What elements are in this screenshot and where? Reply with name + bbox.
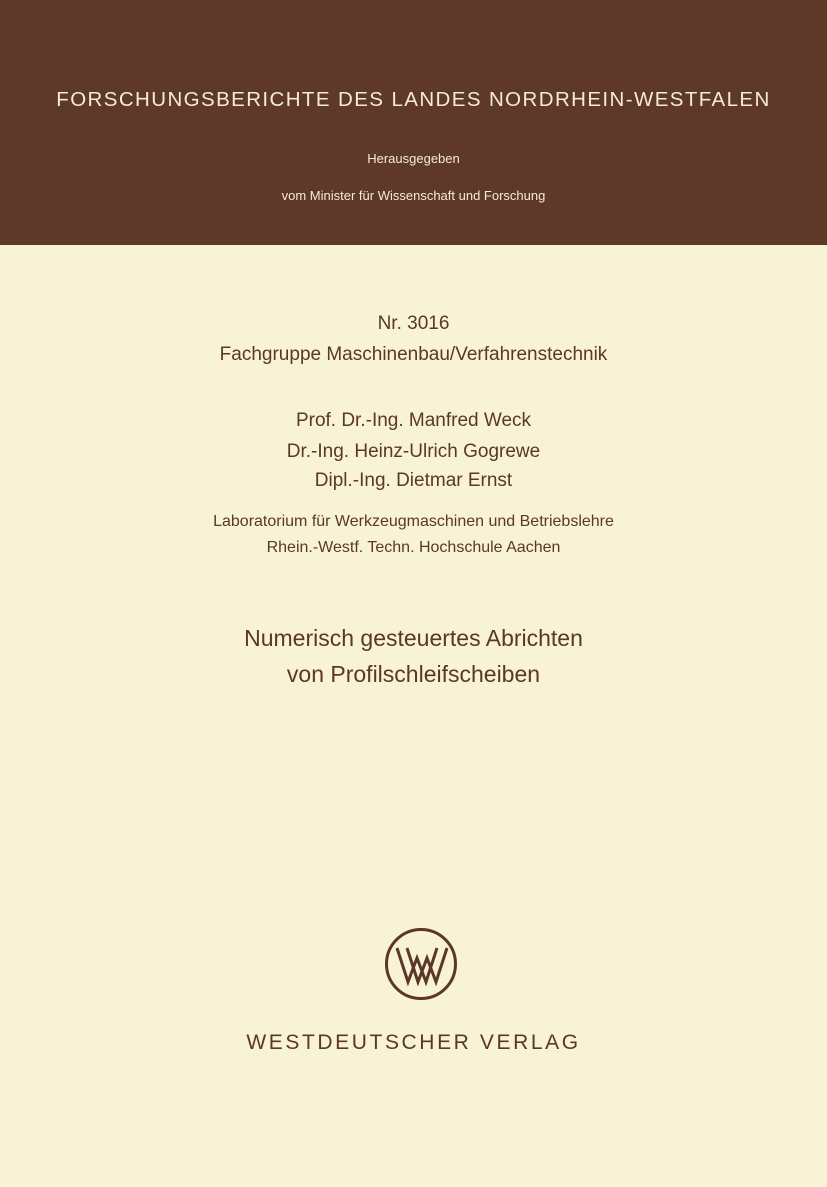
issuer: vom Minister für Wissenschaft und Forschung <box>281 188 546 203</box>
author-1: Prof. Dr.-Ing. Manfred Weck <box>295 410 532 431</box>
department: Fachgruppe Maschinenbau/Verfahrenstechnik <box>219 344 608 365</box>
book-title-line-2: von Profilschleifscheiben <box>286 661 541 687</box>
report-number: Nr. 3016 <box>377 313 450 334</box>
institution-line-2: Rhein.-Westf. Techn. Hochschule Aachen <box>266 539 561 556</box>
publisher-name: WESTDEUTSCHER VERLAG <box>246 1031 581 1054</box>
institution-line-1: Laboratorium für Werkzeugmaschinen und Betriebslehre <box>213 513 614 530</box>
author-2: Dr.-Ing. Heinz-Ulrich Gogrewe <box>286 441 541 462</box>
series-title: FORSCHUNGSBERICHTE DES LANDES NORDRHEIN-WESTFALEN <box>56 88 771 111</box>
book-title-line-1: Numerisch gesteuertes Abrichten <box>244 625 583 651</box>
header-band <box>0 0 827 245</box>
author-3: Dipl.-Ing. Dietmar Ernst <box>314 470 513 491</box>
issued-label: Herausgegeben <box>367 151 460 166</box>
publisher-logo-icon <box>383 926 459 1002</box>
